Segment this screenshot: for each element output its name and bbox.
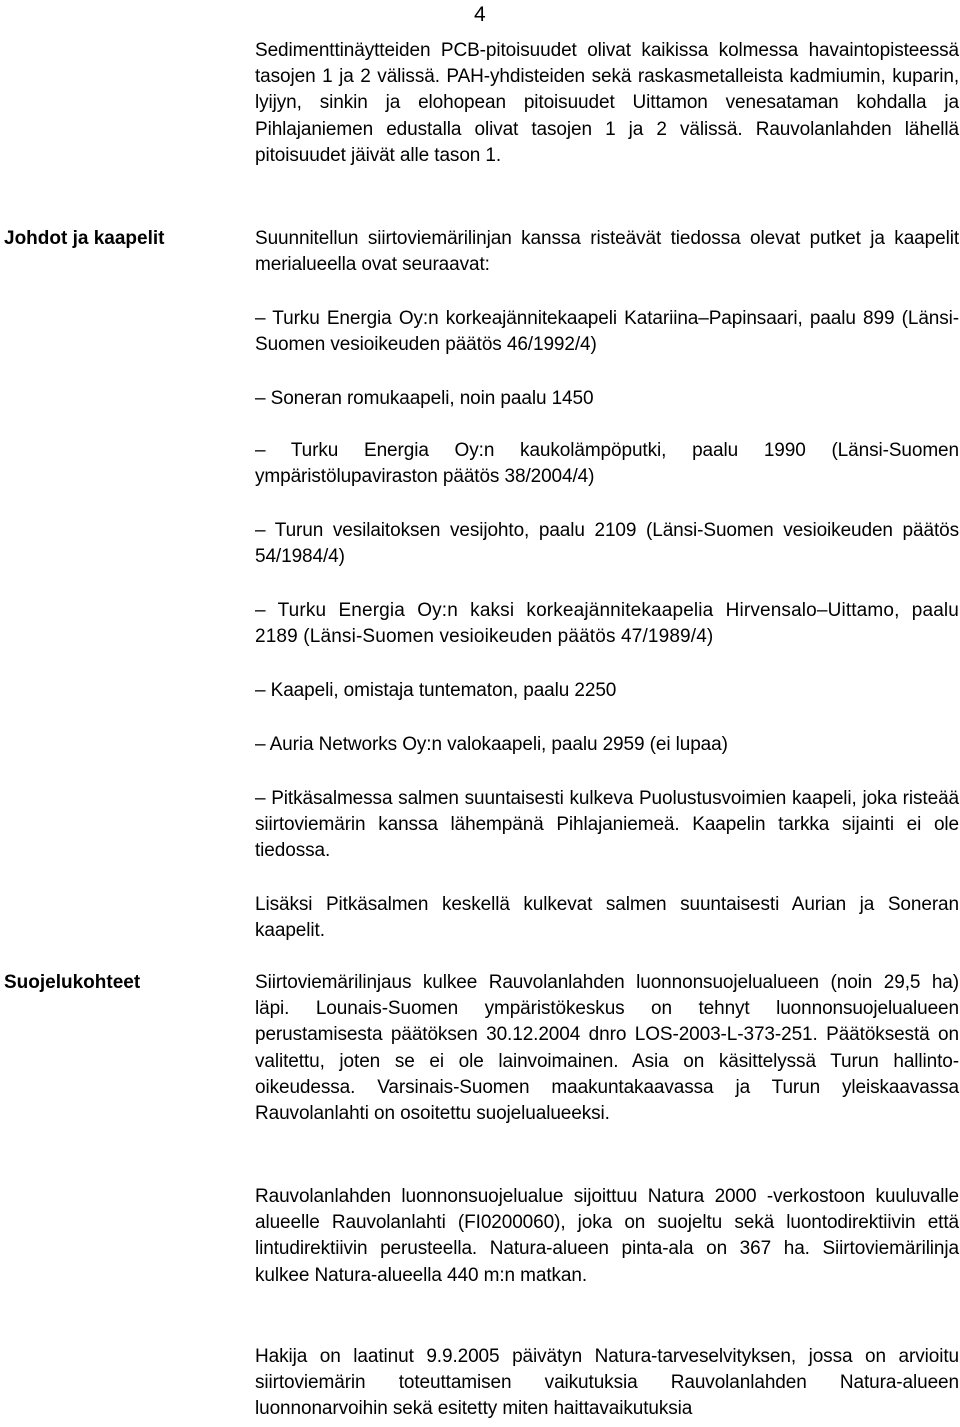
cable-list-item: – Pitkäsalmessa salmen suuntaisesti kulkeva Puolustusvoimien kaapeli, joka risteää siirtoviemärin kanssa lähempänä Pihlajaniemeä. Kaapelin tarkka sijainti ei ole tiedossa. [255,788,959,862]
cable-list-item: – Auria Networks Oy:n valokaapeli, paalu 2959 (ei lupaa) [255,734,728,755]
protection-paragraph: Siirtoviemärilinjaus kulkee Rauvolanlahden luonnonsuojelualueen (noin 29,5 ha) läpi. Lounais-Suomen ympäristökeskus on tehnyt luonnonsuojelualueen perustamisesta päätöksen 30.12.2004 dnro LOS-2003-L-373-251. Päätöksestä on valitettu, joten se ei ole lainvoimainen. Asia on käsittelyssä Turun hallinto-oikeudessa. Varsinais-Suomen maakuntakaavassa ja Turun yleiskaavassa Rauvolanlahti on osoitettu suojelualueeksi. [255,972,959,1125]
section-heading-protection: Suojelukohteet [4,972,141,993]
cable-list-item: – Soneran romukaapeli, noin paalu 1450 [255,388,594,409]
cable-list-item: – Kaapeli, omistaja tuntematon, paalu 2250 [255,680,617,701]
protection-paragraph: Hakija on laatinut 9.9.2005 päivätyn Natura-tarveselvityksen, jossa on arvioitu siirtoviemärin toteuttamisen vaikutuksia Rauvolanlahden Natura-alueen luonnonarvoihin sekä esitetty miten haittavaikutuksia [255,1346,959,1420]
cable-list-item: – Turku Energia Oy:n kaukolämpöputki, paalu 1990 (Länsi-Suomen ympäristölupaviraston päätös 38/2004/4) [255,440,959,488]
sediment-paragraph: Sedimenttinäytteiden PCB-pitoisuudet olivat kaikissa kolmessa havaintopisteessä tasojen 1 ja 2 välissä. PAH-yhdisteiden sekä raskasmetalleista kadmiumin, kuparin, lyijyn, sinkin ja elohopean pitoisuudet Uittamon venesataman kohdalla ja Pihlajaniemen edustalla olivat tasojen 1 ja 2 välissä. Rauvolanlahden lähellä pitoisuudet jäivät alle tason 1. [255,40,959,166]
cable-list-item: – Turun vesilaitoksen vesijohto, paalu 2109 (Länsi-Suomen vesioikeuden päätös 54/1984/4) [255,520,959,568]
section-heading-cables: Johdot ja kaapelit [4,228,165,249]
protection-paragraph: Rauvolanlahden luonnonsuojelualue sijoittuu Natura 2000 -verkostoon kuuluvalle alueelle Rauvolanlahti (FI0200060), joka on suojeltu sekä luontodirektiivin että lintudirektiivin perusteella. Natura-alueen pinta-ala on 367 ha. Siirtoviemärilinja kulkee Natura-alueella 440 m:n matkan. [255,1186,959,1286]
page-number: 4 [474,3,486,26]
cables-intro-paragraph: Suunnitellun siirtoviemärilinjan kanssa risteävät tiedossa olevat putket ja kaapelit merialueella ovat seuraavat: [255,228,959,276]
cables-note-paragraph: Lisäksi Pitkäsalmen keskellä kulkevat salmen suuntaisesti Aurian ja Soneran kaapelit. [255,894,959,942]
cable-list-item: – Turku Energia Oy:n kaksi korkeajännitekaapelia Hirvensalo–Uittamo, paalu 2189 (Länsi-Suomen vesioikeuden päätös 47/1989/4) [255,600,959,648]
cable-list-item: – Turku Energia Oy:n korkeajännitekaapeli Katariina–Papinsaari, paalu 899 (Länsi-Suomen vesioikeuden päätös 46/1992/4) [255,308,959,356]
